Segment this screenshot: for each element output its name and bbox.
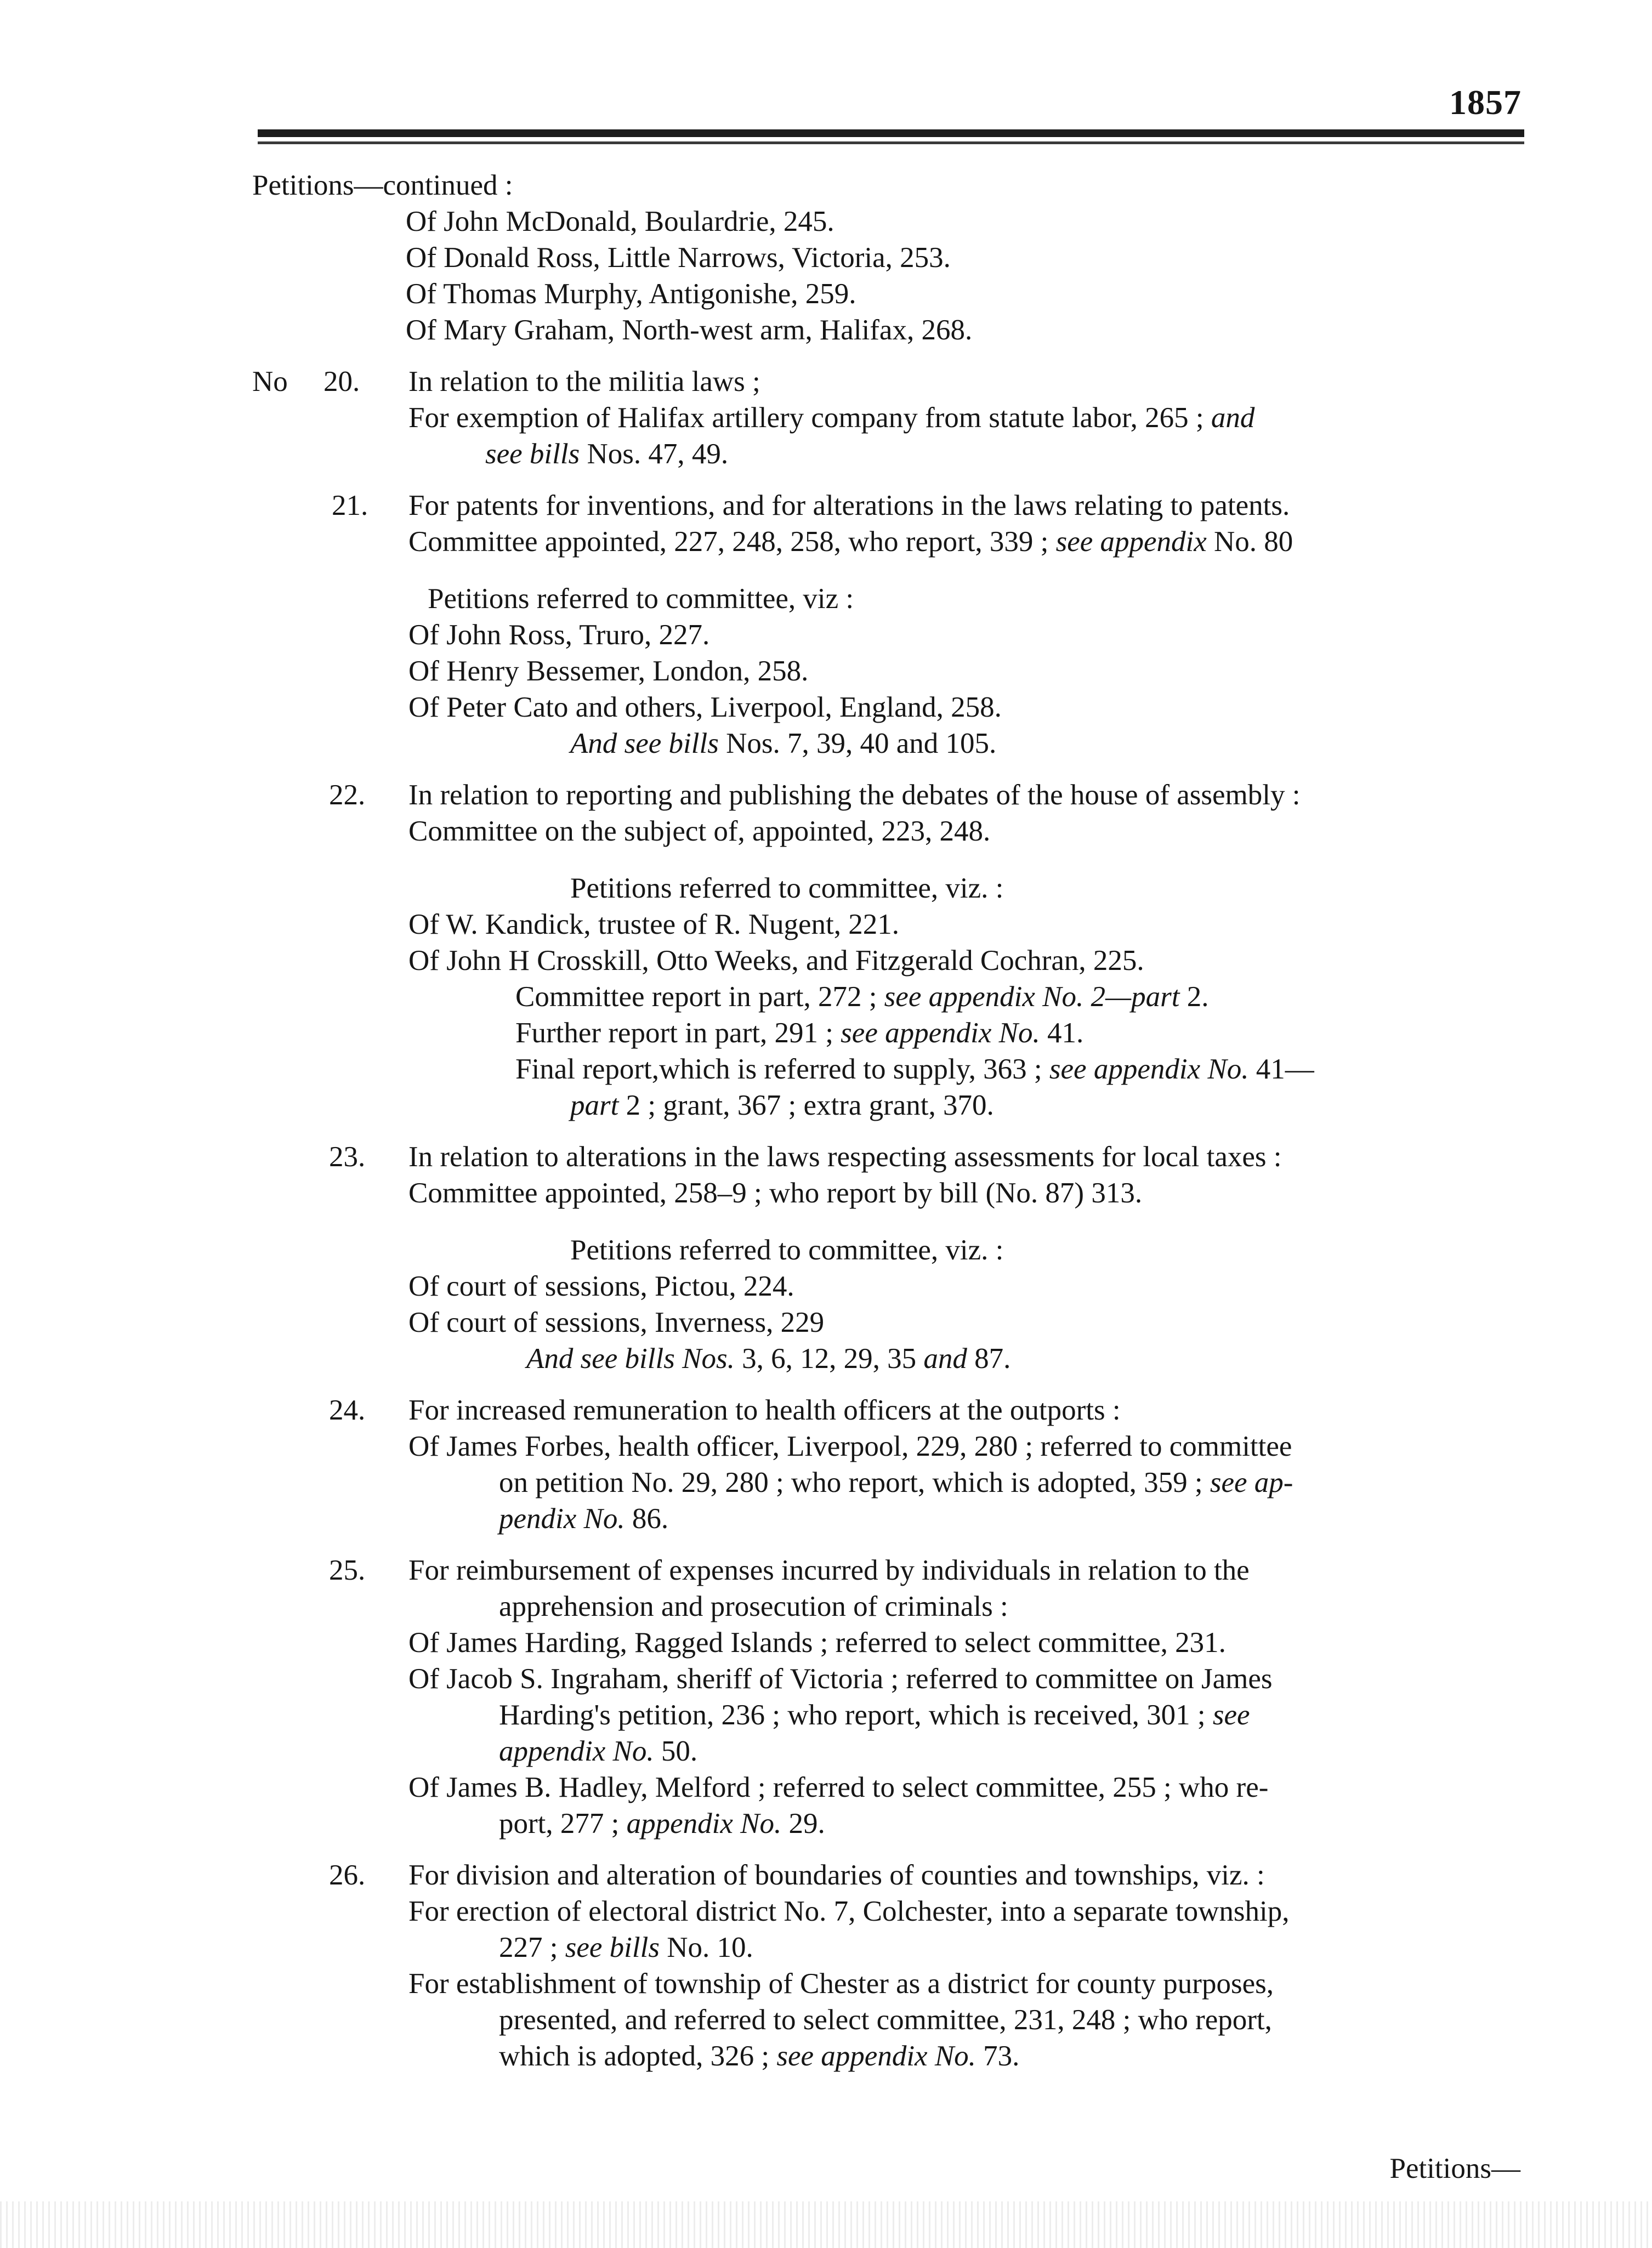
entry-line: 29.: [788, 1808, 825, 1840]
entry-emphasis: see bills: [485, 438, 580, 470]
entry-title: For division and alteration of boundaries of counties and townships, viz. :: [408, 1859, 1265, 1891]
petition-item: Of Thomas Murphy, Antigonishe, 259.: [406, 278, 856, 310]
entry-line: 86.: [632, 1503, 669, 1535]
entry-line: Of James Forbes, health officer, Liverpool, 229, 280 ; referred to committee: [408, 1430, 1292, 1462]
entry-emphasis: and: [1211, 402, 1255, 434]
entry-number: 21.: [332, 490, 368, 521]
entry-emphasis: see bills: [565, 1932, 660, 1963]
entry-emphasis: see appendix No. 2—part: [884, 981, 1180, 1013]
petition-item: For erection of electoral district No. 7, Colchester, into a separate township,: [408, 1895, 1290, 1927]
entry-number: 23.: [329, 1141, 366, 1173]
entry-emphasis: pendix No.: [499, 1503, 625, 1535]
petition-item: Of W. Kandick, trustee of R. Nugent, 221.: [408, 909, 899, 940]
catchword: Petitions—: [1389, 2153, 1520, 2184]
entry-25: [252, 1552, 1535, 1588]
entry-line: Nos. 7, 39, 40 and 105.: [726, 728, 997, 759]
entry-26: [252, 1857, 1535, 1893]
entry-line: Final report,which is referred to supply, 363 ;: [515, 1053, 1042, 1085]
entry-line: Harding's petition, 236 ; who report, which is received, 301 ;: [499, 1699, 1206, 1731]
entry-line: 87.: [974, 1343, 1011, 1375]
entry-title: For reimbursement of expenses incurred by individuals in relation to the: [408, 1554, 1250, 1586]
entry-line: 2 ; grant, 367 ; extra grant, 370.: [626, 1089, 994, 1121]
header-rule-thin: [258, 141, 1524, 144]
entry-emphasis: And see bills Nos.: [526, 1343, 735, 1375]
section-heading: Petitions—continued :: [252, 169, 513, 201]
entry-emphasis: see appendix No.: [776, 2040, 976, 2072]
petitions-subheading: Petitions referred to committee, viz. :: [570, 872, 1004, 904]
entry-line: Nos. 47, 49.: [587, 438, 729, 470]
scan-noise: [0, 2201, 1652, 2248]
entry-line: Committee report in part, 272 ;: [515, 981, 877, 1013]
petition-item: Of John McDonald, Boulardrie, 245.: [406, 206, 834, 237]
petitions-subheading: Petitions referred to committee, viz :: [428, 583, 854, 615]
petition-item: Of Donald Ross, Little Narrows, Victoria, 253.: [406, 242, 951, 274]
entry-24: [252, 1392, 1535, 1428]
entry-number: 22.: [329, 779, 366, 811]
entry-emphasis: see: [1212, 1699, 1250, 1731]
entry-22: [252, 777, 1535, 813]
entry-emphasis: appendix No.: [499, 1735, 654, 1767]
entry-21: [252, 487, 1535, 524]
entry-number: 20.: [323, 366, 360, 398]
entry-23: [252, 1139, 1535, 1175]
entry-title: For patents for inventions, and for alterations in the laws relating to patents.: [408, 490, 1290, 521]
entry-line: For exemption of Halifax artillery company from statute labor, 265 ;: [408, 402, 1204, 434]
entry-line: Committee appointed, 227, 248, 258, who report, 339 ;: [408, 526, 1049, 558]
entry-emphasis: part: [570, 1089, 619, 1121]
entry-line: on petition No. 29, 280 ; who report, which is adopted, 359 ;: [499, 1467, 1203, 1498]
entry-emphasis: And see bills: [570, 728, 719, 759]
petition-item: Of Jacob S. Ingraham, sheriff of Victoria ; referred to committee on James: [408, 1663, 1273, 1695]
entry-title: In relation to alterations in the laws respecting assessments for local taxes :: [408, 1141, 1282, 1173]
entry-20: [252, 364, 1535, 400]
petition-item: Of Peter Cato and others, Liverpool, England, 258.: [408, 691, 1002, 723]
petition-item: Of Mary Graham, North-west arm, Halifax, 268.: [406, 314, 973, 346]
entry-line: apprehension and prosecution of criminals :: [499, 1591, 1008, 1622]
entry-emphasis: and: [923, 1343, 967, 1375]
petition-item: Of John Ross, Truro, 227.: [408, 619, 710, 651]
entry-line: port, 277 ;: [499, 1808, 620, 1840]
entry-number: 26.: [329, 1859, 366, 1891]
entry-line: presented, and referred to select committee, 231, 248 ; who report,: [499, 2004, 1272, 2036]
entry-line: 41—: [1256, 1053, 1314, 1085]
entry-line: No. 10.: [667, 1932, 753, 1963]
petition-item: Of John H Crosskill, Otto Weeks, and Fitzgerald Cochran, 225.: [408, 945, 1144, 977]
entry-line: 2.: [1187, 981, 1209, 1013]
entry-line: 50.: [661, 1735, 698, 1767]
index-body: [252, 167, 1535, 2074]
entry-line: which is adopted, 326 ;: [499, 2040, 770, 2072]
petition-item: Of Henry Bessemer, London, 258.: [408, 655, 809, 687]
petitions-subheading: Petitions referred to committee, viz. :: [570, 1234, 1004, 1266]
header-rule-thick: [258, 129, 1524, 137]
entry-emphasis: see ap-: [1210, 1467, 1293, 1498]
entry-line: 73.: [983, 2040, 1020, 2072]
entry-line: 41.: [1047, 1017, 1084, 1049]
petition-item: For establishment of township of Chester as a district for county purposes,: [408, 1968, 1274, 2000]
petition-item: Of James B. Hadley, Melford ; referred to select committee, 255 ; who re-: [408, 1772, 1269, 1803]
petition-item: Of James Harding, Ragged Islands ; referred to select committee, 231.: [408, 1627, 1226, 1659]
entry-emphasis: see appendix No.: [1049, 1053, 1249, 1085]
entry-line: Committee on the subject of, appointed, 223, 248.: [408, 815, 991, 847]
entry-line: Committee appointed, 258–9 ; who report by bill (No. 87) 313.: [408, 1177, 1143, 1209]
entry-emphasis: see appendix: [1055, 526, 1207, 558]
petition-item: Of court of sessions, Pictou, 224.: [408, 1270, 794, 1302]
page-number: 1857: [1449, 83, 1522, 122]
entry-line: No. 80: [1214, 526, 1293, 558]
entry-number: 25.: [329, 1554, 366, 1586]
entry-title: In relation to the militia laws ;: [408, 366, 760, 398]
entry-line: 3, 6, 12, 29, 35: [742, 1343, 917, 1375]
entry-prefix: No: [252, 366, 288, 398]
entry-title: For increased remuneration to health officers at the outports :: [408, 1394, 1121, 1426]
entry-emphasis: appendix No.: [626, 1808, 782, 1840]
petition-item: Of court of sessions, Inverness, 229: [408, 1307, 825, 1338]
entry-title: In relation to reporting and publishing the debates of the house of assembly :: [408, 779, 1301, 811]
entry-emphasis: see appendix No.: [841, 1017, 1040, 1049]
entry-line: Further report in part, 291 ;: [515, 1017, 833, 1049]
entry-number: 24.: [329, 1394, 366, 1426]
entry-line: 227 ;: [499, 1932, 558, 1963]
